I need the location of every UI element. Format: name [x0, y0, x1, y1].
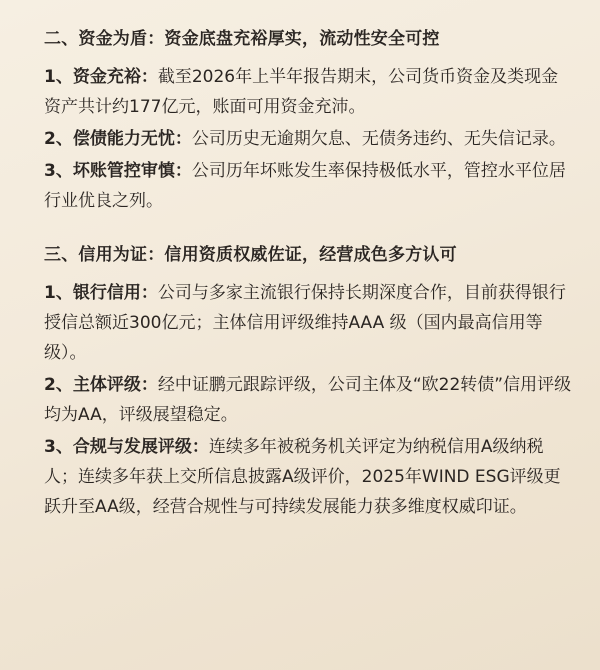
list-item	[44, 370, 574, 430]
item-lead: 3、合规与发展评级：	[44, 437, 209, 457]
item-text: 公司历史无逾期欠息、无债务违约、无失信记录。	[191, 129, 566, 149]
item-lead: 1、资金充裕：	[44, 67, 158, 87]
list-item	[44, 432, 574, 522]
section-credit	[44, 244, 574, 522]
list-item	[44, 156, 574, 216]
section-title-credit: 三、信用为证：信用资质权威佐证，经营成色多方认可	[44, 245, 457, 265]
section-title-funds: 二、资金为盾：资金底盘充裕厚实，流动性安全可控	[44, 29, 440, 49]
item-text: 截至2026年上半年报告期末，公司货币资金及类现金资产共计约177亿元，账面可用资金充沛。	[44, 67, 559, 117]
document-body	[44, 28, 574, 524]
section-funds	[44, 28, 574, 216]
item-text: 连续多年被税务机关评定为纳税信用A级纳税人；连续多年获上交所信息披露A级评价，2025年WIND ESG评级更跃升至AA级，经营合规性与可持续发展能力获多维度权威印证。	[44, 437, 561, 517]
item-lead: 2、主体评级：	[44, 375, 158, 395]
list-item	[44, 62, 574, 122]
item-lead: 1、银行信用：	[44, 283, 158, 303]
item-lead: 2、偿债能力无忧：	[44, 129, 192, 149]
item-lead: 3、坏账管控审慎：	[44, 161, 192, 181]
item-text: 公司与多家主流银行保持长期深度合作，目前获得银行授信总额近300亿元；主体信用评级维持AAA 级（国内最高信用等级）。	[44, 283, 566, 363]
item-text: 经中证鹏元跟踪评级，公司主体及“欧22转债”信用评级均为AA，评级展望稳定。	[44, 375, 572, 425]
list-item	[44, 278, 574, 368]
item-text: 公司历年坏账发生率保持极低水平，管控水平位居行业优良之列。	[44, 161, 566, 211]
list-item	[44, 124, 574, 154]
